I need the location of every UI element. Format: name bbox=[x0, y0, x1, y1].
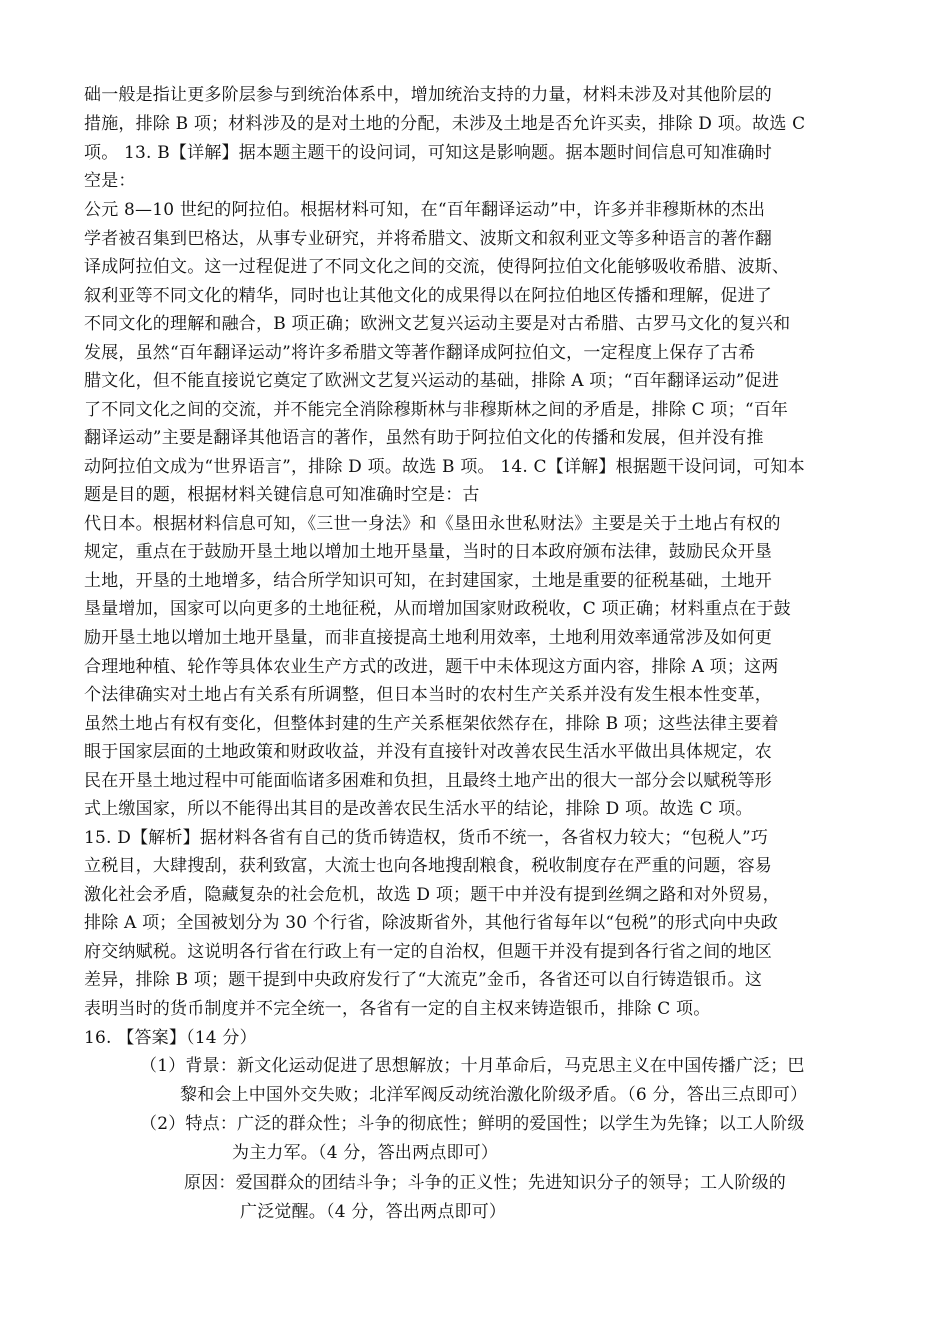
text-line: 激化社会矛盾，隐藏复杂的社会危机，故选 D 项；题干中并没有提到丝绸之路和对外贸易， bbox=[84, 885, 780, 905]
text-line: 不同文化的理解和融合，B 项正确；欧洲文艺复兴运动主要是对古希腊、古罗马文化的复兴和 bbox=[84, 314, 791, 334]
text-line: 差异，排除 B 项；题干提到中央政府发行了“大流克”金币，各省还可以自行铸造银币。这 bbox=[84, 970, 763, 990]
text-line: 15. D【解析】据材料各省有自己的货币铸造权，货币不统一，各省权力较大；“包税人”巧 bbox=[84, 828, 769, 848]
text-line: 翻译运动”主要是翻译其他语言的著作，虽然有助于阿拉伯文化的传播和发展，但并没有推 bbox=[84, 428, 764, 448]
text-line: 叙利亚等不同文化的精华，同时也让其他文化的成果得以在阿拉伯地区传播和理解，促进了 bbox=[84, 286, 772, 306]
text-line: 项。 13. B【详解】据本题主题干的设问词，可知这是影响题。据本题时间信息可知准确时 bbox=[84, 143, 772, 163]
answer-item-1-cont: 黎和会上中国外交失败；北洋军阀反动统治激化阶级矛盾。（6 分，答出三点即可） bbox=[180, 1085, 808, 1105]
text-line: 腊文化，但不能直接说它奠定了欧洲文艺复兴运动的基础，排除 A 项；“百年翻译运动”促进 bbox=[84, 371, 780, 391]
text-line: 表明当时的货币制度并不完全统一，各省有一定的自主权来铸造银币，排除 C 项。 bbox=[84, 999, 711, 1019]
text-line: 虽然土地占有权有变化，但整体封建的生产关系框架依然存在，排除 B 项；这些法律主要着 bbox=[84, 714, 779, 734]
text-line: 眼于国家层面的土地政策和财政收益，并没有直接针对改善农民生活水平做出具体规定，农 bbox=[84, 742, 772, 762]
text-line: 立税目，大肆搜刮，获利致富，大流士也向各地搜刮粮食，税收制度存在严重的问题，容易 bbox=[84, 856, 772, 876]
answer-item-1: （1）背景：新文化运动促进了思想解放；十月革命后，马克思主义在中国传播广泛；巴 bbox=[140, 1056, 805, 1076]
text-line: 规定，重点在于鼓励开垦土地以增加土地开垦量，当时的日本政府颁布法律，鼓励民众开垦 bbox=[84, 542, 772, 562]
text-line: 译成阿拉伯文。这一过程促进了不同文化之间的交流，使得阿拉伯文化能够吸收希腊、波斯、 bbox=[84, 257, 790, 277]
answer-item-2-reason-cont: 广泛觉醒。（4 分，答出两点即可） bbox=[240, 1202, 507, 1222]
text-line: 民在开垦土地过程中可能面临诸多困难和负担，且最终土地产出的很大一部分会以赋税等形 bbox=[84, 771, 772, 791]
answer-item-2-reason: 原因：爱国群众的团结斗争；斗争的正义性；先进知识分子的领导；工人阶级的 bbox=[184, 1173, 786, 1193]
text-line: 题是目的题，根据材料关键信息可知准确时空是：古 bbox=[84, 485, 480, 505]
text-line: 府交纳赋税。这说明各行省在行政上有一定的自治权，但题干并没有提到各行省之间的地区 bbox=[84, 942, 772, 962]
text-line: 土地，开垦的土地增多，结合所学知识可知，在封建国家，土地是重要的征税基础，土地开 bbox=[84, 571, 772, 591]
text-line: 合理地种植、轮作等具体农业生产方式的改进，题干中未体现这方面内容，排除 A 项；这两 bbox=[84, 657, 779, 677]
text-line: 空是： bbox=[84, 171, 136, 191]
text-line: 础一般是指让更多阶层参与到统治体系中，增加统治支持的力量，材料未涉及对其他阶层的 bbox=[84, 85, 772, 105]
answer-item-2-cont: 为主力军。（4 分，答出两点即可） bbox=[232, 1143, 499, 1163]
text-line: 垦量增加，国家可以向更多的土地征税，从而增加国家财政税收，C 项正确；材料重点在于鼓 bbox=[84, 599, 791, 619]
text-line: 励开垦土地以增加土地开垦量，而非直接提高土地利用效率，土地利用效率通常涉及如何更 bbox=[84, 628, 772, 648]
answer-heading: 16. 【答案】（14 分） bbox=[84, 1028, 257, 1048]
text-line: 式上缴国家，所以不能得出其目的是改善农民生活水平的结论，排除 D 项。故选 C 项。 bbox=[84, 799, 753, 819]
text-line: 个法律确实对土地占有关系有所调整，但日本当时的农村生产关系并没有发生根本性变革， bbox=[84, 685, 772, 705]
text-line: 公元 8—10 世纪的阿拉伯。根据材料可知，在“百年翻译运动”中，许多并非穆斯林的杰出 bbox=[84, 200, 766, 220]
text-line: 代日本。根据材料信息可知，《三世一身法》和《垦田永世私财法》主要是关于土地占有权的 bbox=[84, 514, 781, 534]
text-line: 措施，排除 B 项；材料涉及的是对土地的分配，未涉及土地是否允许买卖，排除 D 项。故选 C bbox=[84, 114, 806, 134]
answer-item-2: （2）特点：广泛的群众性；斗争的彻底性；鲜明的爱国性；以学生为先锋；以工人阶级 bbox=[140, 1114, 805, 1134]
text-line: 发展，虽然“百年翻译运动”将许多希腊文等著作翻译成阿拉伯文，一定程度上保存了古希 bbox=[84, 343, 756, 363]
text-line: 学者被召集到巴格达，从事专业研究，并将希腊文、波斯文和叙利亚文等多种语言的著作翻 bbox=[84, 229, 772, 249]
text-line: 动阿拉伯文成为“世界语言”，排除 D 项。故选 B 项。 14. C【详解】根据题干设问词，可知本 bbox=[84, 457, 805, 477]
text-line: 排除 A 项；全国被划分为 30 个行省，除波斯省外，其他行省每年以“包税”的形式向中央政 bbox=[84, 913, 778, 933]
text-line: 了不同文化之间的交流，并不能完全消除穆斯林与非穆斯林之间的矛盾是，排除 C 项；“百年 bbox=[84, 400, 789, 420]
